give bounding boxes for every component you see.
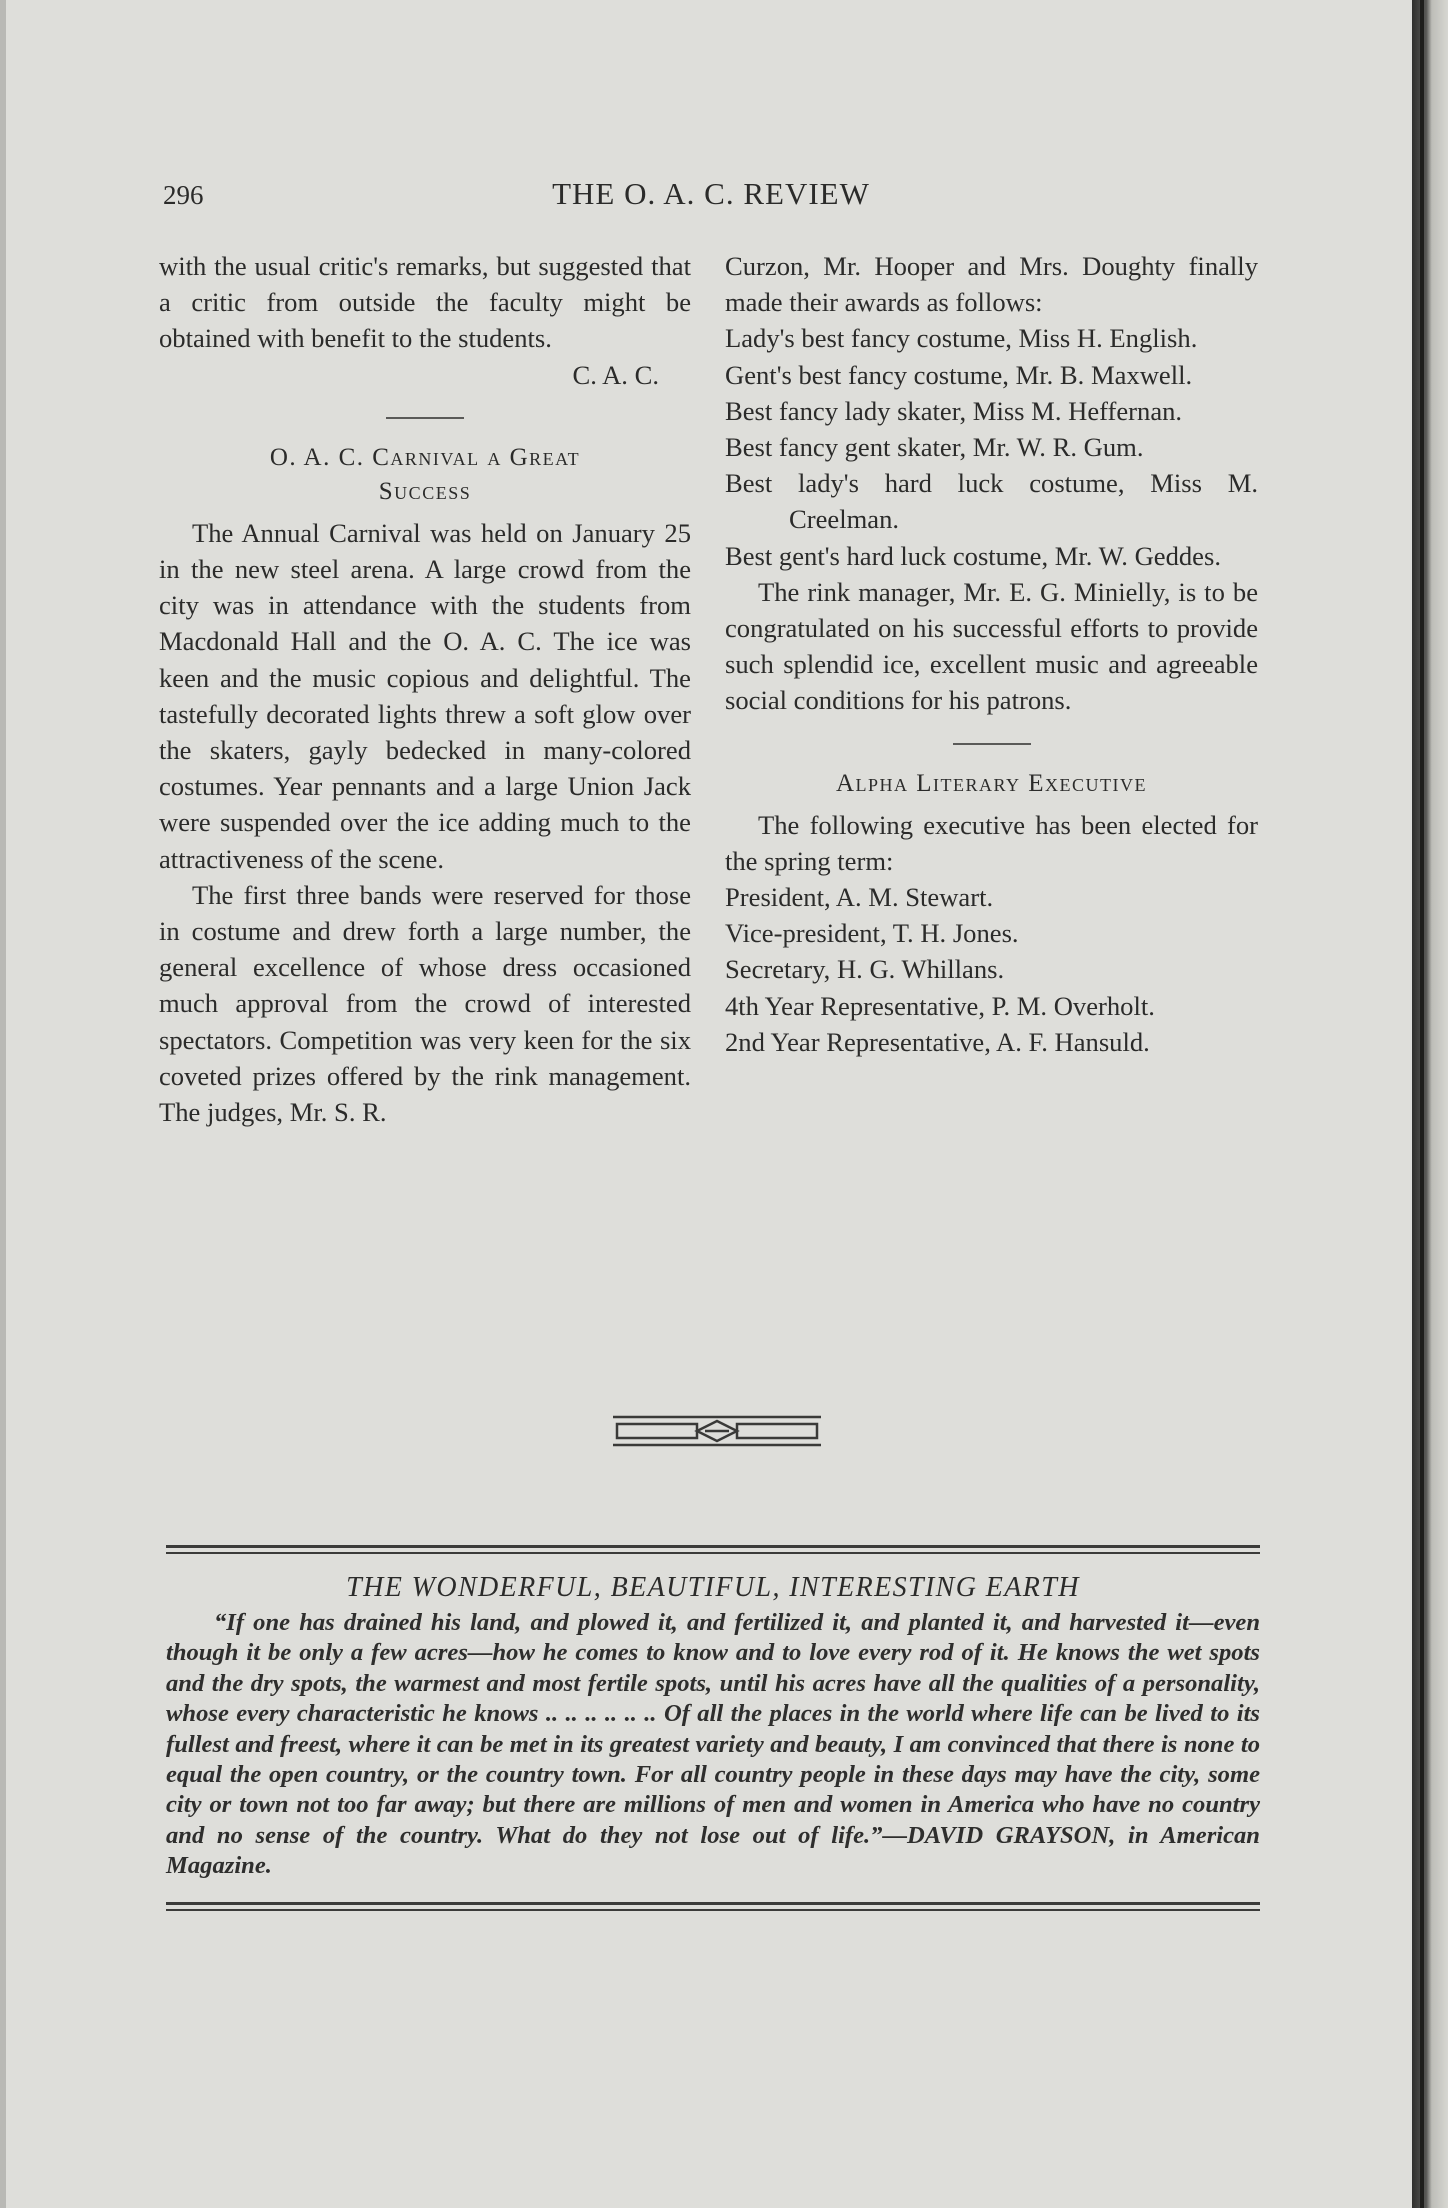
critic-continuation: with the usual critic's remarks, but suggested that a critic from outside the faculty might be obtained with benefit to the students. [159, 251, 691, 354]
executive-item: Secretary, H. G. Whillans. [725, 954, 1005, 985]
award-item: Best fancy gent skater, Mr. W. R. Gum. [725, 432, 1144, 463]
section-divider [953, 743, 1031, 745]
signature: C. A. C. [572, 359, 659, 390]
page-header [156, 176, 1266, 220]
carnival-paragraph: The Annual Carnival was held on January 25 in the new steel arena. A large crowd from the city was in attendance with the students from Macdonald Hall and the O. A. C. The ice was keen and the music copious and delightful. The tastefully decorated lights threw a soft glow over the skaters, gayly bedecked in many-colored costumes. Year pennants and a large Union Jack were suspended over the ice adding much to the attractiveness of the scene. [159, 517, 691, 874]
ornament-icon [609, 1411, 825, 1451]
award-item: Lady's best fancy costume, Miss H. English. [725, 323, 1198, 354]
award-item: Best gent's hard luck costume, Mr. W. Geddes. [725, 540, 1221, 571]
quote-title: THE WONDERFUL, BEAUTIFUL, INTERESTING EARTH [346, 1572, 1080, 1603]
rink-manager-paragraph: The rink manager, Mr. E. G. Minielly, is to be congratulated on his successful efforts to provide such splendid ice, excellent music and agreeable social conditions for his patrons. [725, 576, 1258, 716]
executive-item: President, A. M. Stewart. [725, 882, 994, 913]
carnival-paragraph: The first three bands were reserved for those in costume and drew forth a large number, the general excellence of whose dress occasioned much approval from the crowd of interested spectators. Competition was very keen for the six coveted prizes offered by the rink management. The judges, Mr. S. R. [159, 879, 691, 1128]
executive-item: 2nd Year Representative, A. F. Hansuld. [725, 1026, 1150, 1057]
award-item: Gent's best fancy costume, Mr. B. Maxwell. [725, 359, 1193, 390]
double-rule-top [166, 1545, 1260, 1554]
award-item: Best fancy lady skater, Miss M. Heffernan. [725, 395, 1183, 426]
running-title: THE O. A. C. REVIEW [552, 176, 870, 211]
executive-item: Vice-president, T. H. Jones. [725, 918, 1019, 949]
judges-continued: Curzon, Mr. Hooper and Mrs. Doughty finally made their awards as follows: [725, 251, 1258, 318]
page-edge-shadow [1420, 0, 1424, 2208]
left-column [159, 248, 691, 1130]
page-number: 296 [163, 180, 204, 210]
carnival-heading-line1: O. A. C. Carnival a Great [269, 443, 581, 471]
alpha-heading: Alpha Literary Executive [835, 769, 1148, 797]
right-column [725, 248, 1258, 1060]
quote-box [166, 1545, 1260, 1911]
quote-body: “If one has drained his land, and plowed it, and fertilized it, and planted it, and harvested it—even though it be only a few acres—how he comes to know and to love every rod of it. He knows the wet spots and the dry spots, the warmest and most fertile spots, until his acres have all the qualities of a personality, whose every characteristic he knows .. .. .. .. .. .. Of all the places in the world where life can be lived to its fullest and freest, where it can be met in its greatest variety and beauty, I am convinced that there is none to equal the open country, or the country town. For all country people in these days may have the city, some city or town not too far away; but there are millions of men and women in America who have no country and no sense of the country. What do they not lose out of life.”—DAVID GRAYSON, in American Magazine. [166, 1609, 1260, 1880]
alpha-intro: The following executive has been elected for the spring term: [725, 809, 1258, 876]
double-rule-bottom [166, 1902, 1260, 1911]
award-item: Best lady's hard luck costume, Miss M. Creelman. [725, 468, 1258, 535]
page-edge [1412, 0, 1448, 2208]
carnival-heading-line2: Success [378, 477, 472, 505]
section-divider [386, 417, 464, 419]
executive-item: 4th Year Representative, P. M. Overholt. [725, 990, 1155, 1021]
